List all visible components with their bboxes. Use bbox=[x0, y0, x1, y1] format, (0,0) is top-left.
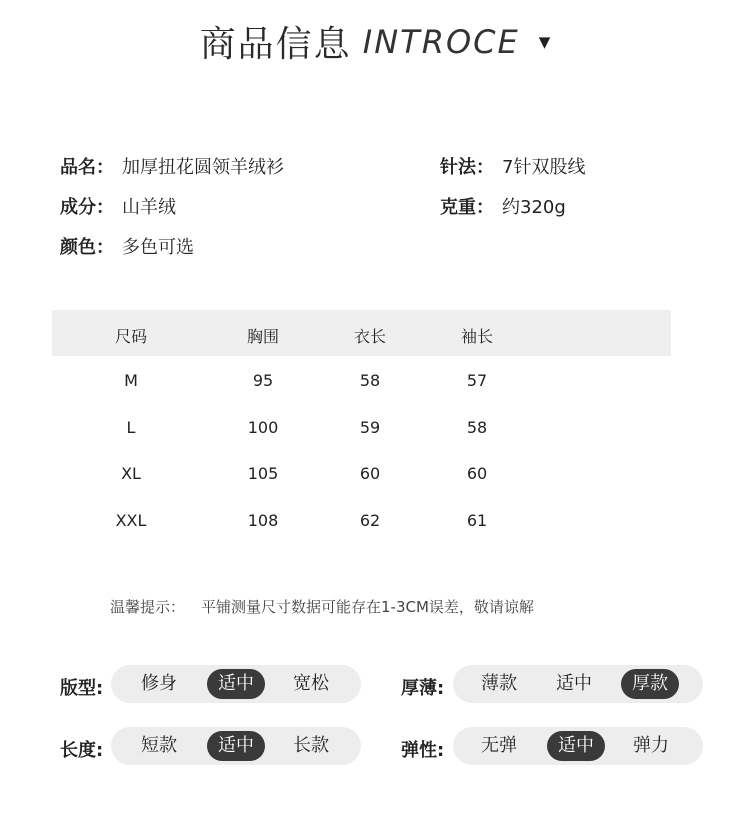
info-name-value: 加厚扭花圆领羊绒衫 bbox=[122, 157, 284, 178]
attr-thickness-option: 薄款 bbox=[481, 673, 517, 694]
info-color-label: 颜色： bbox=[60, 237, 114, 258]
cell-size: XXL bbox=[115, 510, 147, 530]
size-table bbox=[52, 310, 671, 542]
cell-length: 58 bbox=[359, 371, 381, 390]
header-size: 尺码 bbox=[114, 327, 147, 346]
info-weight bbox=[440, 193, 566, 219]
info-weight-label: 克重： bbox=[440, 197, 494, 218]
tip-label: 温馨提示： bbox=[110, 598, 186, 616]
info-color-value: 多色可选 bbox=[122, 237, 194, 258]
cell-chest: 108 bbox=[247, 510, 279, 530]
attr-fit-option: 修身 bbox=[141, 673, 177, 694]
table-row bbox=[52, 403, 671, 450]
cell-length: 62 bbox=[359, 510, 381, 530]
attr-fit-label: 版型: bbox=[60, 678, 104, 699]
attr-elasticity-scale bbox=[453, 727, 703, 765]
cell-chest: 95 bbox=[252, 371, 274, 390]
cell-length: 60 bbox=[359, 464, 381, 483]
section-title bbox=[0, 16, 750, 67]
title-chinese: 商品信息 bbox=[199, 24, 352, 65]
cell-chest: 100 bbox=[247, 417, 279, 437]
attr-elasticity-option: 弹力 bbox=[633, 735, 669, 756]
info-name bbox=[60, 153, 284, 179]
header-length: 衣长 bbox=[353, 327, 386, 346]
info-material-label: 成分： bbox=[60, 197, 114, 218]
header-chest: 胸围 bbox=[246, 327, 279, 346]
info-material bbox=[60, 193, 176, 219]
measurement-tip bbox=[110, 596, 534, 617]
info-stitch-value: 7针双股线 bbox=[502, 157, 586, 178]
cell-sleeve: 60 bbox=[466, 464, 488, 483]
attr-thickness-label: 厚薄: bbox=[401, 678, 445, 699]
table-header bbox=[52, 310, 671, 356]
attr-fit-option-selected: 适中 bbox=[207, 669, 265, 699]
attr-length-label: 长度: bbox=[60, 740, 104, 761]
info-name-label: 品名： bbox=[60, 157, 114, 178]
info-color bbox=[60, 233, 194, 259]
info-weight-value: 约320g bbox=[502, 197, 566, 218]
cell-size: XL bbox=[121, 464, 141, 483]
attr-length-option: 短款 bbox=[141, 735, 177, 756]
info-stitch-label: 针法： bbox=[440, 157, 494, 178]
attr-elasticity-option: 无弹 bbox=[481, 735, 517, 756]
cell-sleeve: 58 bbox=[466, 417, 488, 437]
cell-length: 59 bbox=[359, 417, 381, 437]
attr-thickness-scale bbox=[453, 665, 703, 703]
cell-chest: 105 bbox=[247, 464, 279, 483]
attr-fit-option: 宽松 bbox=[293, 673, 329, 694]
cell-sleeve: 61 bbox=[466, 510, 488, 530]
table-row bbox=[52, 496, 671, 543]
attr-elasticity-label: 弹性: bbox=[401, 740, 445, 761]
attr-elasticity-option-selected: 适中 bbox=[547, 731, 605, 761]
triangle-down-icon: ▼ bbox=[538, 32, 551, 51]
attr-length-option: 长款 bbox=[293, 735, 329, 756]
title-english: INTROCE bbox=[362, 22, 520, 61]
info-material-value: 山羊绒 bbox=[122, 197, 176, 218]
attr-fit-scale bbox=[111, 665, 361, 703]
cell-size: L bbox=[126, 417, 136, 437]
attr-thickness-option: 适中 bbox=[556, 673, 592, 694]
cell-sleeve: 57 bbox=[466, 371, 488, 390]
tip-text: 平铺测量尺寸数据可能存在1-3CM误差，敬请谅解 bbox=[201, 598, 534, 616]
attr-length-option-selected: 适中 bbox=[207, 731, 265, 761]
attr-length-scale bbox=[111, 727, 361, 765]
table-row bbox=[52, 356, 671, 403]
table-row bbox=[52, 449, 671, 496]
cell-size: M bbox=[124, 371, 138, 390]
attr-thickness-option-selected: 厚款 bbox=[621, 669, 679, 699]
header-sleeve: 袖长 bbox=[460, 327, 493, 346]
info-stitch bbox=[440, 153, 585, 179]
